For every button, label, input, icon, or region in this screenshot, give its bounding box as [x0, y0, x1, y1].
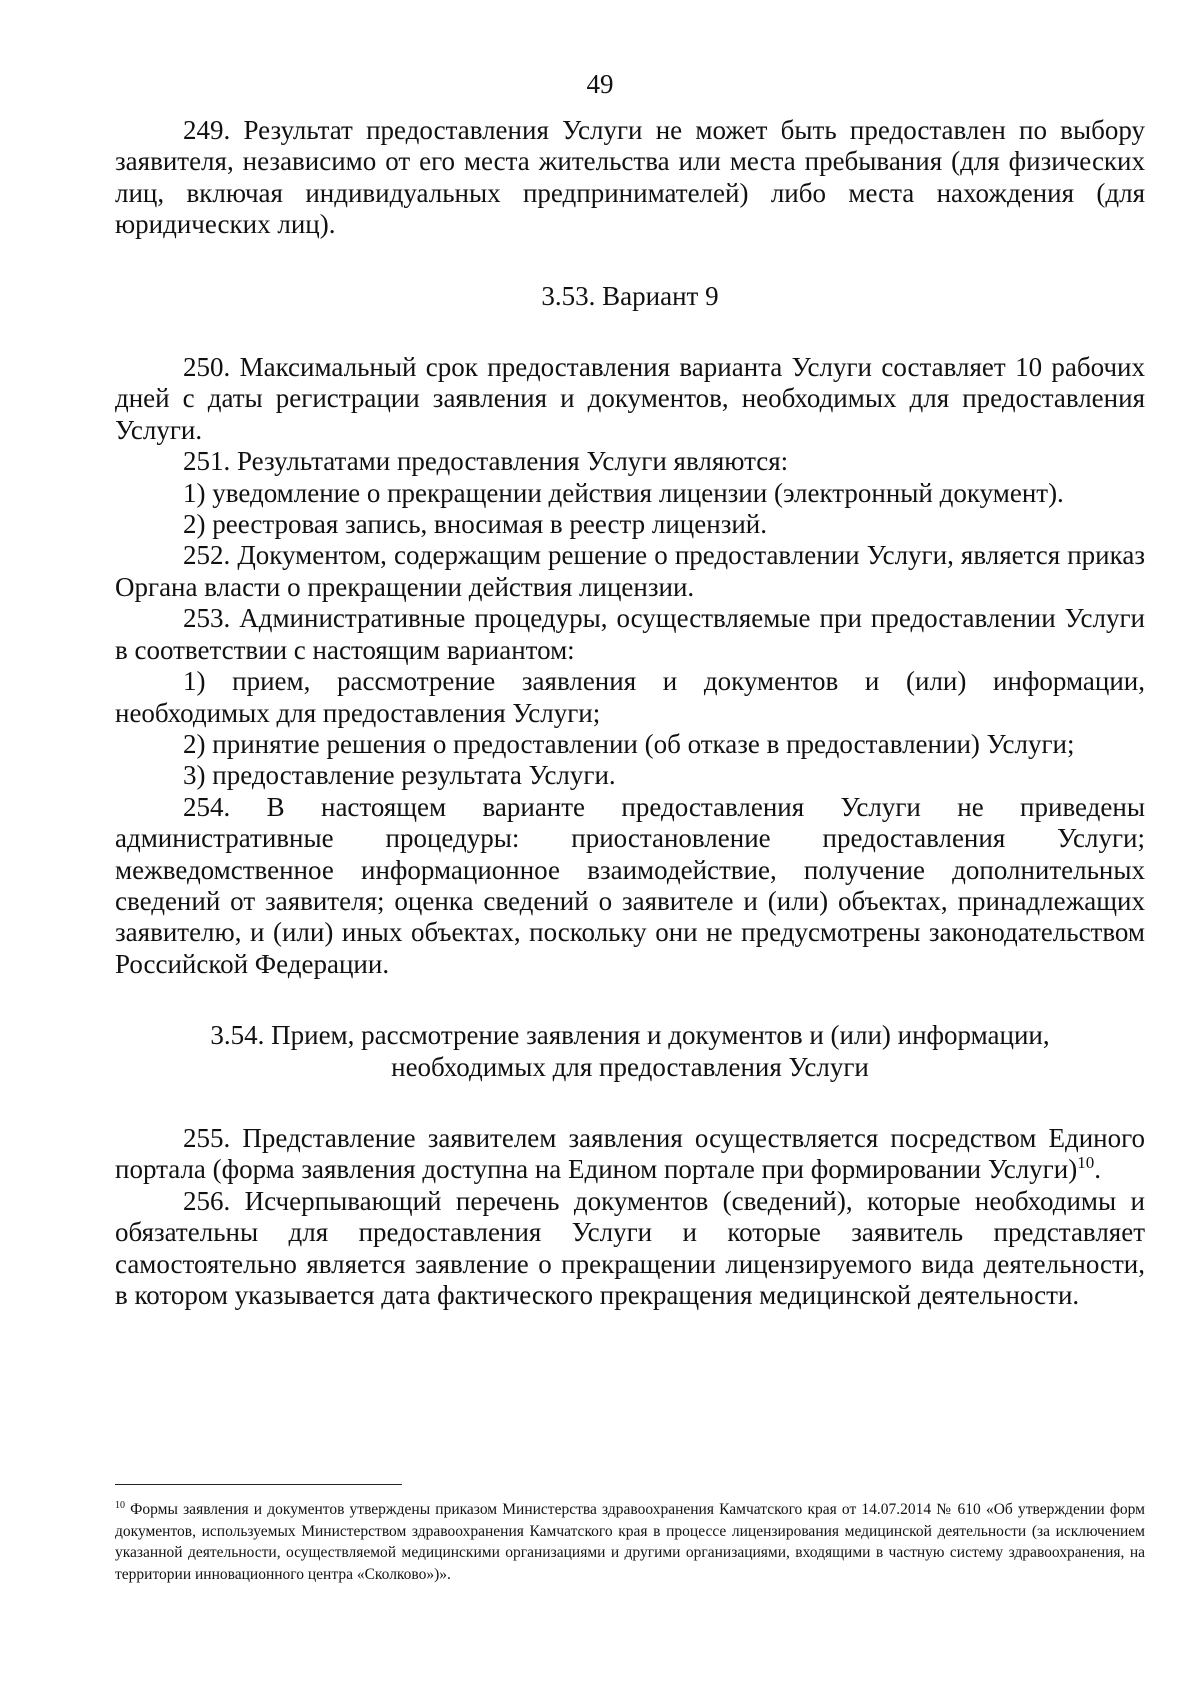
paragraph-255-text: 255. Представление заявителем заявления осуществляется посредством Единого портала (форма заявления доступна на Едином портале при формировании Услуги) [115, 1122, 1145, 1185]
section-heading-3-54-line-2: необходимых для предоставления Услуги [391, 1051, 869, 1082]
paragraph-253: 253. Административные процедуры, осуществляемые при предоставлении Услуги в соответствии с настоящим вариантом: [115, 603, 1145, 665]
paragraph-250: 250. Максимальный срок предоставления варианта Услуги составляет 10 рабочих дней с даты регистрации заявления и документов, необходимых для предоставления Услуги. [115, 352, 1145, 445]
list-item-251-1: 1) уведомление о прекращении действия лицензии (электронный документ). [183, 477, 1064, 508]
paragraph-254: 254. В настоящем варианте предоставления Услуги не приведены административные процедуры: приостановление предоставления Услуги; межведомственное информационное взаимодействие, получение дополнительных сведений от заявителя; оценка сведений о заявителе и (или) объектах, принадлежащих заявителю, и (или) иных объектах, поскольку они не предусмотрены законодательством Российской Федерации. [115, 791, 1145, 979]
paragraph-251: 251. Результатами предоставления Услуги являются: [183, 446, 789, 477]
paragraph-256: 256. Исчерпывающий перечень документов (сведений), которые необходимы и обязательны для предоставления Услуги и которые заявитель представляет самостоятельно является заявление о прекращении лицензируемого вида деятельности, в котором указывается дата фактического прекращения медицинской деятельности. [115, 1185, 1145, 1310]
page-number: 49 [586, 69, 614, 99]
list-item-253-1: 1) прием, рассмотрение заявления и документов и (или) информации, необходимых для предоставления Услуги; [115, 666, 1145, 728]
footnote-separator [115, 1484, 402, 1485]
list-item-253-2: 2) принятие решения о предоставлении (об отказе в предоставлении) Услуги; [183, 728, 1075, 759]
list-item-253-3: 3) предоставление результата Услуги. [183, 760, 616, 791]
section-heading-3-54-line-1: 3.54. Прием, рассмотрение заявления и документов и (или) информации, [210, 1020, 1050, 1051]
paragraph-252: 252. Документом, содержащим решение о предоставлении Услуги, является приказ Органа власти о прекращении действия лицензии. [115, 540, 1145, 602]
paragraph-249: 249. Результат предоставления Услуги не может быть предоставлен по выбору заявителя, независимо от его места жительства или места пребывания (для физических лиц, включая индивидуальных предпринимателей) либо места нахождения (для юридических лиц). [115, 115, 1145, 240]
paragraph-255 [115, 1123, 1145, 1186]
footnote-reference: 10 [1077, 1153, 1095, 1173]
footnote-text: Формы заявления и документов утверждены приказом Министерства здравоохранения Камчатского края от 14.07.2014 № 610 «Об утверждении форм документов, используемых Министерством здравоохранения Камчатского края в процессе лицензирования медицинской деятельности (за исключением указанной деятельности, осуществляемой медицинскими организациями и другими организациями, входящими в частную систему здравоохранения, на территории инновационного центра «Сколково»)». [115, 1501, 1145, 1583]
paragraph-255-end: . [1094, 1154, 1101, 1185]
footnote [115, 1499, 1145, 1585]
section-heading-3-53: 3.53. Вариант 9 [541, 280, 719, 311]
document-body [115, 115, 1145, 1311]
list-item-251-2: 2) реестровая запись, вносимая в реестр лицензий. [183, 509, 768, 540]
footnote-mark: 10 [115, 1499, 125, 1511]
